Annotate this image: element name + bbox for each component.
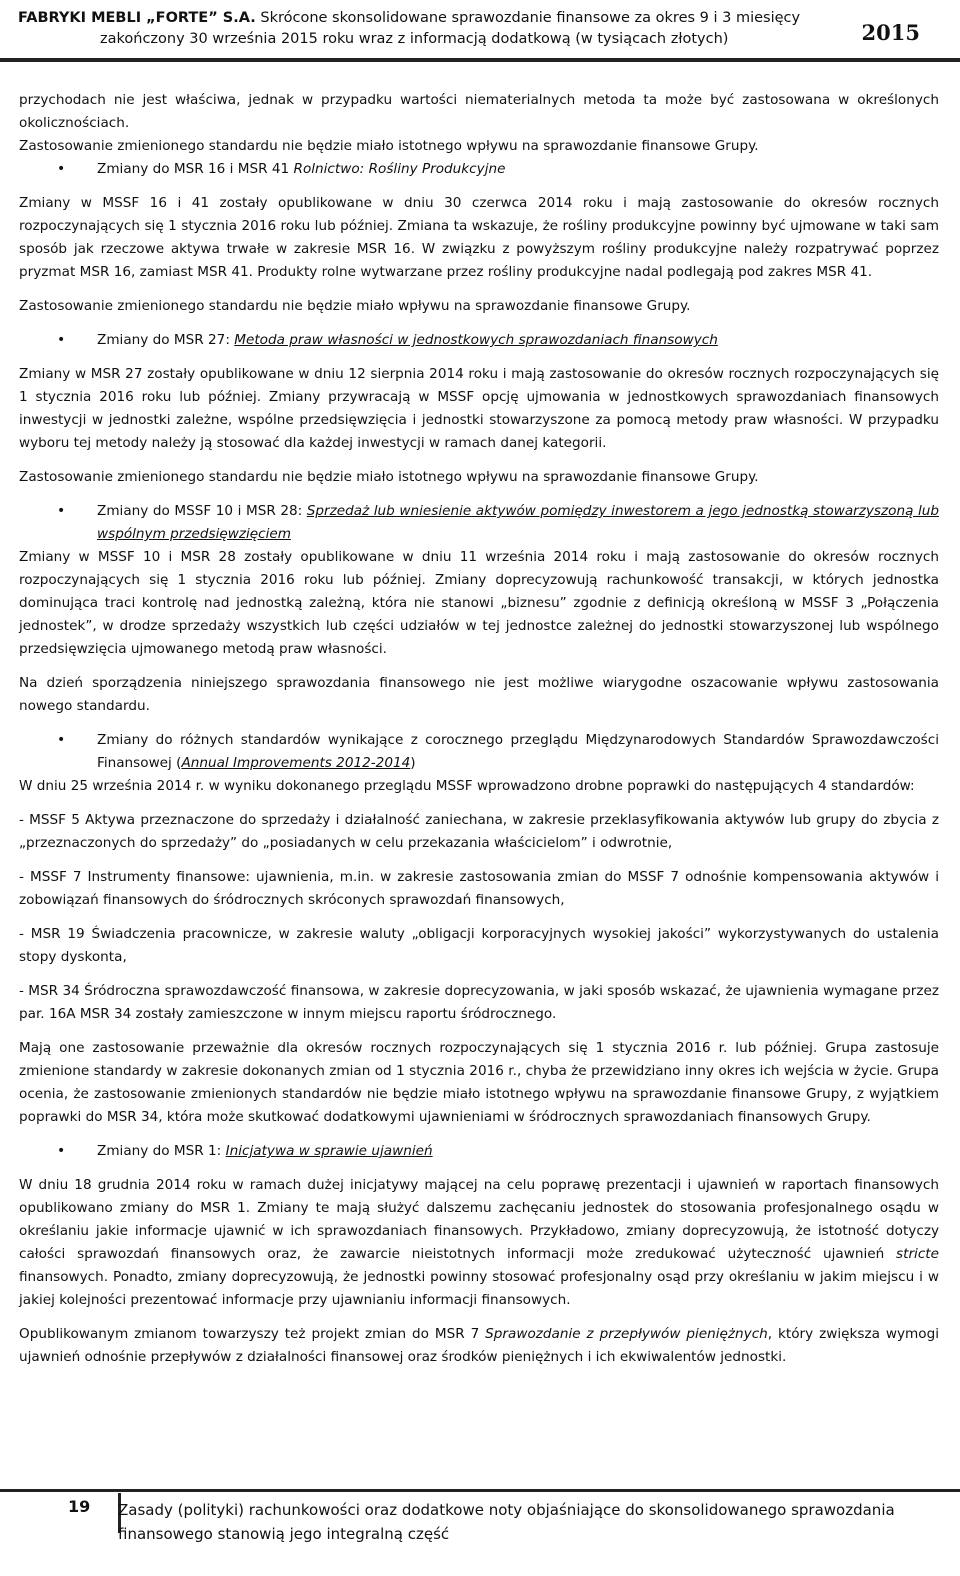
report-title: Skrócone skonsolidowane sprawozdanie finansowe za okres 9 i 3 miesięcy <box>260 10 801 26</box>
paragraph-text: Opublikowanym zmianom towarzyszy też projekt zmian do MSR 7 <box>19 1326 486 1342</box>
paragraph: Zmiany w MSSF 10 i MSR 28 zostały opublikowane w dniu 11 września 2014 roku i mają zastosowanie do okresów rocznych rozpoczynających się 1 stycznia 2016 roku lub później. Zmiany doprecyzowują rachunkowość transakcji, w których jednostka dominująca traci kontrolę nad jednostką zależną, która nie stanowi „biznesu” zgodnie z definicją określoną w MSSF 3 „Połączenia jednostek”, w drodze sprzedaży wszystkich lub części udziałów w tej jednostce zależnej do jednostki stowarzyszonej lub wspólnego przedsięwzięcia ujmowanego metodą praw własności. <box>19 549 939 657</box>
bullet-italic-title: Inicjatywa w sprawie ujawnień <box>225 1143 433 1159</box>
paragraph: Na dzień sporządzenia niniejszego sprawozdania finansowego nie jest możliwe wiarygodne oszacowanie wpływu zastosowania nowego standardu. <box>19 675 939 714</box>
paragraph <box>19 1174 939 1312</box>
paragraph-text: finansowych. Ponadto, zmiany doprecyzowują, że jednostki powinny stosować profesjonalny osąd przy określaniu w jakim miejscu i w jakiej kolejności prezentować informacje przy ujawnianiu informacji finansowych. <box>19 1269 939 1308</box>
paragraph: W dniu 25 września 2014 r. w wyniku dokonanego przeglądu MSSF wprowadzono drobne poprawki do następujących 4 standardów: <box>19 778 915 794</box>
paragraph: Zastosowanie zmienionego standardu nie będzie miało istotnego wpływu na sprawozdanie finansowe Grupy. <box>19 469 759 485</box>
list-item: - MSSF 5 Aktywa przeznaczone do sprzedaży i działalność zaniechana, w zakresie przeklasyfikowania aktywów lub grupy do zbycia z „przeznaczonych do sprzedaży” do „posiadanych w celu przekazania właścicielom” i odwrotnie, <box>19 812 939 851</box>
bullet-text: Zmiany do MSSF 10 i MSR 28: <box>97 503 307 519</box>
report-year: 2015 <box>861 20 920 45</box>
bullet-text: Zmiany do MSR 27: <box>97 332 235 348</box>
bullet-heading-msr16-msr41 <box>19 158 939 181</box>
paragraph <box>19 1323 939 1369</box>
bullet-italic-title: Sprzedaż lub wniesienie aktywów pomiędzy inwestorem a jego jednostką stowarzyszoną lub wspólnym przedsięwzięciem <box>97 503 939 542</box>
bullet-text: Zmiany do MSR 16 i MSR 41 <box>97 161 294 177</box>
paragraph: Zmiany w MSR 27 zostały opublikowane w dniu 12 sierpnia 2014 roku i mają zastosowanie do okresów rocznych rozpoczynających się 1 stycznia 2016 roku lub później. Zmiany przywracają w MSSF opcję ujmowania w jednostkowych sprawozdaniach finansowych inwestycji w jednostki zależne, wspólne przedsięwzięcia i jednostki stowarzyszone za pomocą metody praw własności. W przypadku wyboru tej metody należy ją stosować dla każdej inwestycji w ramach danej kategorii. <box>19 366 939 451</box>
page-number: 19 <box>68 1497 91 1516</box>
bullet-italic-title: Metoda praw własności w jednostkowych sprawozdaniach finansowych <box>234 332 718 348</box>
paragraph-text: W dniu 18 grudnia 2014 roku w ramach dużej inicjatywy mającej na celu poprawę prezentacji i ujawnień w raportach finansowych opublikowano zmiany do MSR 1. Zmiany te mają służyć dalszemu zachęcaniu jednostek do stosowania profesjonalnego osądu w określaniu jakie informacje ujawnić w ich sprawozdaniach finansowych. Przykładowo, zmiany doprecyzowują, że istotność dotyczy całości sprawozdań finansowych oraz, że zawarcie nieistotnych informacji może zredukować użyteczność ujawnień <box>19 1177 939 1262</box>
paragraph: Zastosowanie zmienionego standardu nie będzie miało istotnego wpływu na sprawozdanie finansowe Grupy. <box>19 138 759 154</box>
paragraph-text: , który zwiększa wymogi ujawnień odnośnie przepływów z działalności finansowej oraz środków pieniężnych i ich ekwiwalentów jednostki. <box>19 1326 939 1365</box>
list-item: - MSR 34 Śródroczna sprawozdawczość finansowa, w zakresie doprecyzowania, w jaki sposób wskazać, że ujawnienia wymagane przez par. 16A MSR 34 zostały zamieszczone w innym miejscu raportu śródrocznego. <box>19 983 939 1022</box>
paragraph: przychodach nie jest właściwa, jednak w przypadku wartości niematerialnych metoda ta może być zastosowana w określonych okolicznościach. <box>19 92 939 131</box>
company-name: FABRYKI MEBLI „FORTE” S.A. <box>18 10 256 26</box>
footer-note <box>118 1498 918 1546</box>
footer-line-1: Zasady (polityki) rachunkowości oraz dodatkowe noty objaśniające do skonsolidowanego sprawozdania <box>118 1501 895 1519</box>
bullet-text-suffix: ) <box>410 755 416 771</box>
footer-divider <box>0 1489 960 1492</box>
bullet-italic-title: Rolnictwo: Rośliny Produkcyjne <box>293 161 506 177</box>
footer-line-2: finansowego stanowią jego integralną część <box>118 1525 450 1543</box>
list-item: - MSR 19 Świadczenia pracownicze, w zakresie waluty „obligacji korporacyjnych wysokiej jakości” wykorzystywanych do ustalenia stopy dyskonta, <box>19 926 939 965</box>
bullet-heading-annual-improvements <box>19 729 939 775</box>
bullet-heading-mssf10-msr28 <box>19 500 939 546</box>
bullet-italic-title: Annual Improvements 2012-2014 <box>181 755 411 771</box>
paragraph: Mają one zastosowanie przeważnie dla okresów rocznych rozpoczynających się 1 stycznia 2016 r. lub później. Grupa zastosuje zmienione standardy w zakresie dokonanych zmian od 1 stycznia 2016 r., chyba że przewidziano inny okres ich wejścia w życie. Grupa ocenia, że zastosowanie zmienionych standardów nie będzie miało istotnego wpływu na sprawozdanie finansowe Grupy, z wyjątkiem poprawki do MSR 34, która może skutkować dodatkowymi ujawnieniami w śródrocznych sprawozdaniach finansowych Grupy. <box>19 1040 939 1125</box>
paragraph: Zastosowanie zmienionego standardu nie będzie miało wpływu na sprawozdanie finansowe Grupy. <box>19 298 691 314</box>
bullet-heading-msr27 <box>19 329 939 352</box>
italic-term: stricte <box>896 1246 939 1262</box>
header-title-line-2: zakończony 30 września 2015 roku wraz z informacją dodatkową (w tysiącach złotych) <box>100 31 729 47</box>
document-body <box>19 89 939 1369</box>
page-header <box>18 8 942 58</box>
bullet-heading-msr1 <box>19 1140 939 1163</box>
paragraph: Zmiany w MSSF 16 i 41 zostały opublikowane w dniu 30 czerwca 2014 roku i mają zastosowanie do okresów rocznych rozpoczynających się 1 stycznia 2016 roku lub później. Zmiana ta wskazuje, że rośliny produkcyjne powinny być ujmowane w taki sam sposób jak rzeczowe aktywa trwałe w zakresie MSR 16. W związku z powyższym rośliny produkcyjne należy rozpatrywać poprzez pryzmat MSR 16, zamiast MSR 41. Produkty rolne wytwarzane przez rośliny produkcyjne nadal podlegają pod zakres MSR 41. <box>19 195 939 280</box>
list-item: - MSSF 7 Instrumenty finansowe: ujawnienia, m.in. w zakresie zastosowania zmian do MSSF 7 odnośnie kompensowania aktywów i zobowiązań finansowych do śródrocznych skróconych sprawozdań finansowych, <box>19 869 939 908</box>
bullet-text: Zmiany do różnych standardów wynikające z corocznego przeglądu Międzynarodowych Standardów Sprawozdawczości Finansowej ( <box>97 732 939 771</box>
italic-term: Sprawozdanie z przepływów pieniężnych <box>485 1326 768 1342</box>
header-title-line-1 <box>18 8 942 29</box>
header-divider <box>0 58 960 62</box>
bullet-text: Zmiany do MSR 1: <box>97 1143 226 1159</box>
